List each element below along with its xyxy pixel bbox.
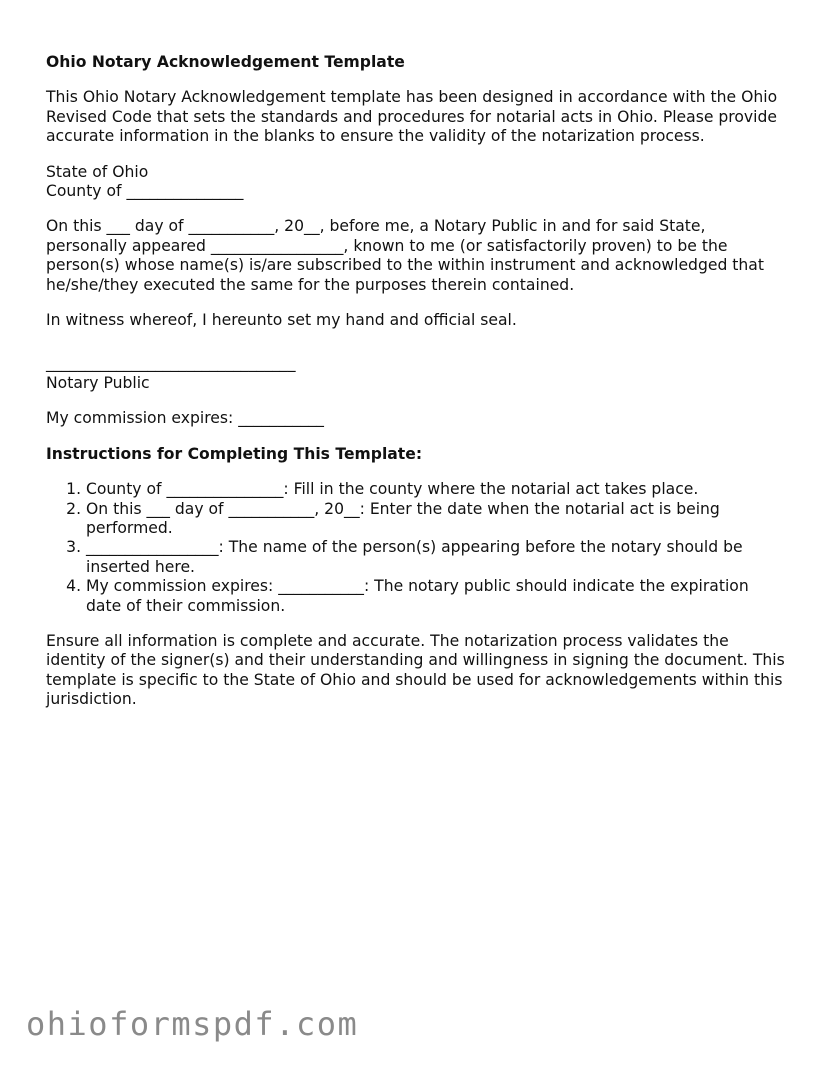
site-watermark: ohioformspdf.com — [26, 1005, 359, 1043]
intro-paragraph: This Ohio Notary Acknowledgement template has been designed in accordance with the Ohio Revised Code that sets the standards and procedures for notarial acts in Ohio. Please provide accurate information in the blanks to ensure the validity of the notarization process. — [46, 88, 778, 146]
commission-expiry: My commission expires: ___________ — [46, 409, 324, 428]
list-item: 4. My commission expires: ___________: The notary public should indicate the expiration date of their commission. — [86, 577, 786, 616]
list-item: 2. On this ___ day of ___________, 20__: Enter the date when the notarial act is being performed. — [86, 500, 786, 539]
closing-paragraph: Ensure all information is complete and accurate. The notarization process validates the identity of the signer(s) and their understanding and willingness in signing the document. This template is specific to the State of Ohio and should be used for acknowledgements within this jurisdiction. — [46, 631, 785, 709]
acknowledgement-paragraph: On this ___ day of ___________, 20__, before me, a Notary Public in and for said State, personally appeared _________________, known to me (or satisfactorily proven) to be the person(s) whose name(s) is/are subscribed to the within instrument and acknowledged that he/she/they executed the same for the purposes therein contained. — [46, 217, 764, 294]
document-page — [46, 53, 786, 726]
venue-county: County of _______________ — [46, 182, 244, 201]
signature-label: Notary Public — [46, 373, 150, 392]
venue-state: State of Ohio — [46, 162, 149, 181]
signature-line: ________________________________ — [46, 354, 296, 373]
venue-block — [46, 163, 786, 202]
witness-statement: In witness whereof, I hereunto set my hand and official seal. — [46, 311, 517, 330]
document-title: Ohio Notary Acknowledgement Template — [46, 53, 405, 71]
list-item: 3. _________________: The name of the person(s) appearing before the notary should be inserted here. — [86, 538, 786, 577]
instructions-heading: Instructions for Completing This Template: — [46, 444, 423, 463]
list-item: 1. County of _______________: Fill in the county where the notarial act takes place. — [86, 480, 786, 499]
signature-block — [46, 354, 786, 393]
instructions-list — [46, 480, 786, 616]
